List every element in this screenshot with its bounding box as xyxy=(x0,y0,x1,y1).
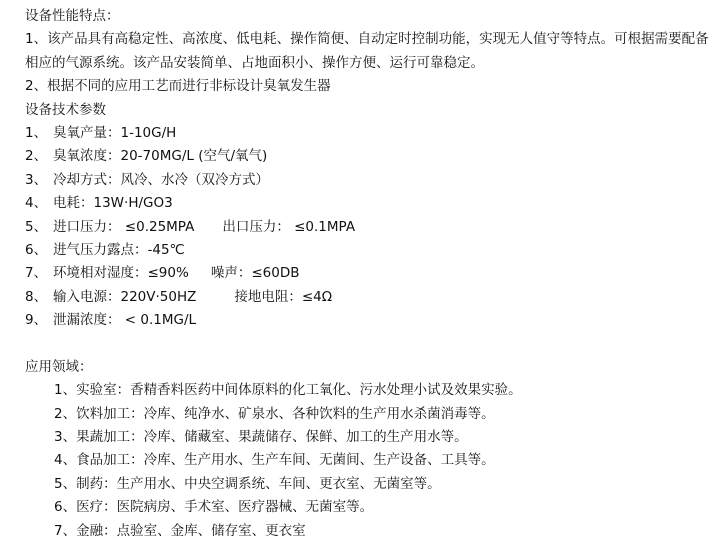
feature-item-2: 2、根据不同的应用工艺而进行非标设计臭氧发生器 xyxy=(25,78,331,95)
param-row xyxy=(25,239,715,262)
param-number: 4、 xyxy=(25,195,48,212)
application-item: 2、饮料加工：冷库、纯净水、矿泉水、各种饮料的生产用水杀菌消毒等。 xyxy=(54,405,495,422)
param-text: 进气压力露点：-45℃ xyxy=(53,241,185,258)
param-text: 冷却方式：风冷、水冷（双冷方式） xyxy=(53,171,269,188)
param-number: 2、 xyxy=(25,148,48,165)
application-item: 4、食品加工：冷库、生产用水、生产车间、无菌间、生产设备、工具等。 xyxy=(54,452,495,469)
param-number: 8、 xyxy=(25,288,48,305)
feature-item-1: 1、该产品具有高稳定性、高浓度、低电耗、操作简便、自动定时控制功能，实现无人值守等特点。可根据需要配备相应的气源系统。该产品安装简单、占地面积小、操作方便、运行可靠稳定。 xyxy=(25,31,709,71)
features-heading: 设备性能特点： xyxy=(25,8,120,24)
param-number: 7、 xyxy=(25,265,48,282)
application-item: 3、果蔬加工：冷库、储藏室、果蔬储存、保鲜、加工的生产用水等。 xyxy=(54,429,468,446)
param-extra-text: 噪声：≤60DB xyxy=(210,265,300,282)
param-text: 环境相对湿度：≤90% xyxy=(53,265,189,282)
blank-line xyxy=(25,333,715,356)
param-text: 电耗：13W·H/GO3 xyxy=(53,195,173,212)
param-row xyxy=(25,192,715,215)
param-row xyxy=(25,262,715,285)
param-row xyxy=(25,216,715,239)
param-number: 1、 xyxy=(25,124,48,141)
param-row xyxy=(25,286,715,309)
param-text: 臭氧浓度：20-70MG/L (空气/氧气) xyxy=(53,148,268,165)
param-number: 6、 xyxy=(25,241,48,258)
param-row xyxy=(25,145,715,168)
application-item: 5、制药：生产用水、中央空调系统、车间、更衣室、无菌室等。 xyxy=(54,475,441,492)
param-extra-text: 出口压力： ≤0.1MPA xyxy=(222,218,356,235)
param-number: 9、 xyxy=(25,312,48,329)
param-text: 臭氧产量：1-10G/H xyxy=(53,124,177,141)
param-extra-text: 接地电阻：≤4Ω xyxy=(234,288,333,305)
param-text: 进口压力： ≤0.25MPA xyxy=(53,218,195,235)
applications-heading: 应用领域： xyxy=(25,358,93,375)
param-number: 3、 xyxy=(25,171,48,188)
document-body xyxy=(25,5,715,543)
param-text: 输入电源：220V·50HZ xyxy=(53,288,197,305)
application-item: 6、医疗：医院病房、手术室、医疗器械、无菌室等。 xyxy=(54,499,374,516)
param-text: 泄漏浓度： < 0.1MG/L xyxy=(53,312,197,329)
application-item: 7、金融：点验室、金库、储存室、更衣室 xyxy=(54,522,306,539)
application-item: 1、实验室：香精香料医药中间体原料的化工氧化、污水处理小试及效果实验。 xyxy=(54,382,522,399)
param-row xyxy=(25,169,715,192)
param-row xyxy=(25,309,715,332)
param-number: 5、 xyxy=(25,218,48,235)
param-row xyxy=(25,122,715,145)
params-heading: 设备技术参数 xyxy=(25,101,106,118)
